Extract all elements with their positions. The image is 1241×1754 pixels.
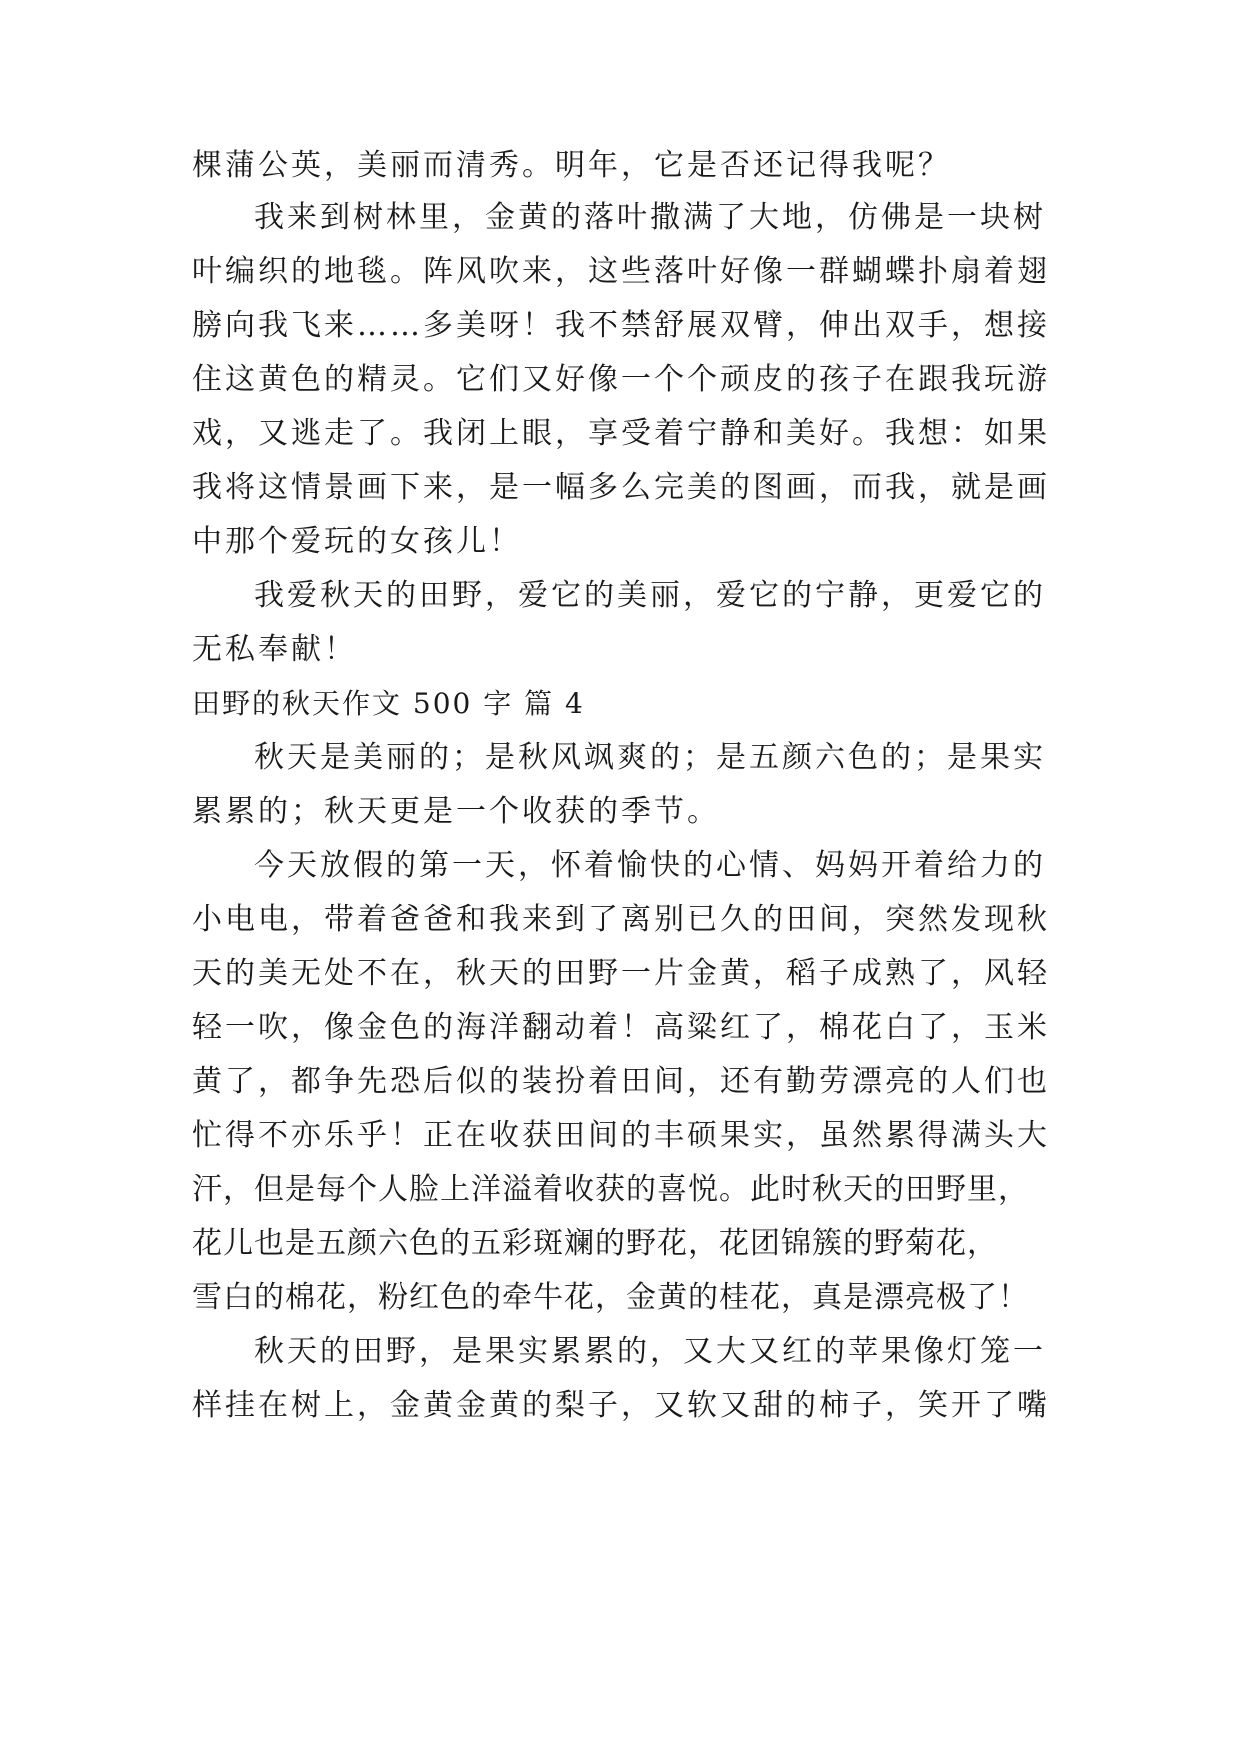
text-line: 膀向我飞来……多美呀！我不禁舒展双臂，伸出双手，想接 — [192, 308, 1050, 343]
text-line: 我将这情景画下来，是一幅多么完美的图画，而我，就是画 — [192, 470, 1050, 505]
text-line: 天的美无处不在，秋天的田野一片金黄，稻子成熟了，风轻 — [192, 956, 1050, 991]
text-line: 花儿也是五颜六色的五彩斑斓的野花，花团锦簇的野菊花， — [192, 1226, 998, 1261]
text-line: 叶编织的地毯。阵风吹来，这些落叶好像一群蝴蝶扑扇着翅 — [192, 254, 1050, 289]
paragraph-first-line: 我来到树林里，金黄的落叶撒满了大地，仿佛是一块树 — [254, 200, 1046, 235]
paragraph-first-line: 秋天的田野，是果实累累的，又大又红的苹果像灯笼一 — [254, 1334, 1046, 1369]
text-line: 黄了，都争先恐后似的装扮着田间，还有勤劳漂亮的人们也 — [192, 1064, 1050, 1099]
text-line: 忙得不亦乐乎！正在收获田间的丰硕果实，虽然累得满头大 — [192, 1118, 1050, 1153]
text-line: 累累的；秋天更是一个收获的季节。 — [192, 794, 720, 829]
paragraph-first-line: 我爱秋天的田野，爱它的美丽，爱它的宁静，更爱它的 — [254, 578, 1046, 613]
section-heading: 田野的秋天作文 500 字 篇 4 — [192, 687, 585, 720]
paragraph-first-line: 秋天是美丽的；是秋风飒爽的；是五颜六色的；是果实 — [254, 740, 1046, 775]
text-line: 汗，但是每个人脸上洋溢着收获的喜悦。此时秋天的田野里， — [192, 1172, 1029, 1207]
text-line: 轻一吹，像金色的海洋翻动着！高粱红了，棉花白了，玉米 — [192, 1010, 1050, 1045]
text-line: 小电电，带着爸爸和我来到了离别已久的田间，突然发现秋 — [192, 902, 1050, 937]
text-line: 样挂在树上，金黄金黄的梨子，又软又甜的柿子，笑开了嘴 — [192, 1388, 1050, 1423]
text-line: 雪白的棉花，粉红色的牵牛花，金黄的桂花，真是漂亮极了！ — [192, 1280, 1029, 1315]
text-line: 棵蒲公英，美丽而清秀。明年，它是否还记得我呢？ — [192, 148, 951, 183]
text-line: 中那个爱玩的女孩儿！ — [192, 524, 522, 559]
paragraph-first-line: 今天放假的第一天，怀着愉快的心情、妈妈开着给力的 — [254, 848, 1046, 883]
text-line: 戏，又逃走了。我闭上眼，享受着宁静和美好。我想：如果 — [192, 416, 1050, 451]
text-line: 住这黄色的精灵。它们又好像一个个顽皮的孩子在跟我玩游 — [192, 362, 1050, 397]
text-line: 无私奉献！ — [192, 632, 357, 667]
